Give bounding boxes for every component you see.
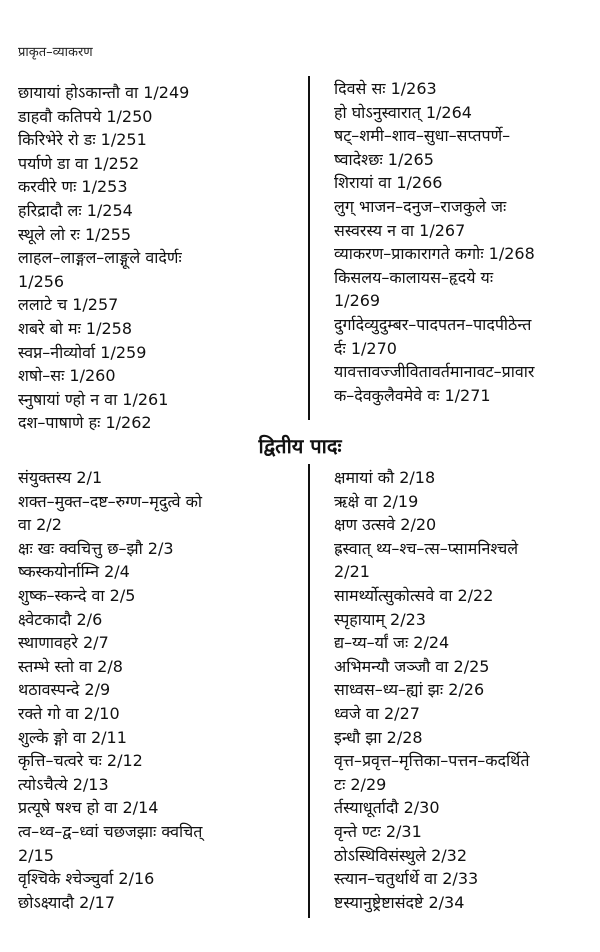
sutra-line: वा 2/2	[18, 515, 62, 535]
sutra-line: ष्वादेश्छः 1/265	[334, 149, 434, 169]
sutra-line: स्पृहायाम् 2/23	[334, 609, 426, 629]
sutra-line: क्षः खः क्वचित्तु छ–झौ 2/3	[18, 538, 174, 558]
sutra-line: टः 2/29	[334, 774, 387, 794]
sutra-line: क्षण उत्सवे 2/20	[334, 515, 437, 535]
column-divider-bottom	[308, 464, 310, 918]
sutra-line: स्त्यान–चतुर्थार्थे वा 2/33	[334, 869, 479, 889]
sutra-line: स्तम्भे स्तो वा 2/8	[18, 656, 123, 676]
sutra-line: शुल्के ङ्गो वा 2/11	[18, 727, 127, 747]
sutra-line: ऋक्षे वा 2/19	[334, 491, 419, 511]
column-divider-top	[308, 76, 310, 420]
sutra-line: सामर्थ्योत्सुकोत्सवे वा 2/22	[334, 585, 494, 605]
sutra-line: अभिमन्यौ जञ्जौ वा 2/25	[334, 656, 490, 676]
sutra-line: शिरायां वा 1/266	[334, 173, 443, 193]
sutra-line: थठावस्पन्दे 2/9	[18, 680, 111, 700]
sutra-line: शुष्क–स्कन्दे वा 2/5	[18, 585, 136, 605]
sutra-line: शबरे बो मः 1/258	[18, 318, 133, 338]
sutra-line: क्षमायां कौ 2/18	[334, 468, 436, 487]
sutra-line: लाहल–लाङ्गल–लाङ्गूले वादेर्णः	[18, 248, 182, 268]
sutra-line: छोऽक्ष्यादौ 2/17	[18, 892, 116, 912]
sutra-line: ष्टस्यानुष्ट्रेष्टासंदष्टे 2/34	[334, 892, 465, 912]
sutra-list-bottom-right	[334, 466, 594, 914]
sutra-line: ललाटे च 1/257	[18, 295, 119, 315]
sutra-line: वृश्चिके श्चेञ्चुर्वा 2/16	[18, 869, 155, 889]
sutra-line: हो घोऽनुस्वारात् 1/264	[334, 102, 472, 122]
sutra-line: द्य–य्य–र्यां जः 2/24	[334, 633, 450, 653]
sutra-line: 2/15	[18, 845, 54, 865]
sutra-line: 1/269	[334, 291, 381, 311]
sutra-line: स्वप्न–नीव्योर्वा 1/259	[18, 342, 147, 362]
sutra-line: ठोऽस्थिविसंस्थुले 2/32	[334, 845, 468, 865]
sutra-line: शषो–सः 1/260	[18, 366, 116, 386]
sutra-line: स्नुषायां ण्हो न वा 1/261	[18, 389, 169, 409]
sutra-line: दिवसे सः 1/263	[334, 79, 437, 98]
sutra-line: 2/21	[334, 562, 370, 582]
sutra-line: यावत्तावज्जीवितावर्तमानावट–प्रावार	[334, 362, 535, 382]
sutra-line: दश–पाषाणे हः 1/262	[18, 413, 152, 433]
sutra-line: वृत्त–प्रवृत्त–मृत्तिका–पत्तन–कदर्थिते	[334, 751, 530, 771]
sutra-line: कृत्ति–चत्वरे चः 2/12	[18, 751, 143, 771]
section-heading: द्वितीय पादः	[258, 434, 342, 458]
sutra-line: र्दः 1/270	[334, 338, 397, 358]
sutra-line: ह्रस्वात् थ्य–श्च–त्स–प्सामनिश्चले	[334, 538, 519, 558]
sutra-line: त्व–थ्व–द्व–ध्वां चछजझाः क्वचित्	[18, 821, 203, 841]
sutra-line: त्योऽचैत्ये 2/13	[18, 774, 109, 794]
running-header: प्राकृत–व्याकरण	[18, 45, 93, 60]
sutra-line: हरिद्रादौ लः 1/254	[18, 200, 133, 220]
sutra-line: क्ष्वेटकादौ 2/6	[18, 609, 103, 629]
sutra-line: व्याकरण–प्राकारागते कगोः 1/268	[334, 244, 535, 264]
sutra-line: प्रत्यूषे षश्च हो वा 2/14	[18, 798, 159, 818]
sutra-list-top-right	[334, 77, 594, 407]
sutra-line: किसलय–कालायस–हृदये यः	[334, 267, 494, 287]
sutra-line: छायायां होऽकान्तौ वा 1/249	[18, 83, 190, 102]
sutra-line: इन्धौ झा 2/28	[334, 727, 423, 747]
sutra-line: ध्वजे वा 2/27	[334, 703, 420, 723]
sutra-line: रक्ते गो वा 2/10	[18, 703, 120, 723]
sutra-line: 1/256	[18, 271, 65, 291]
sutra-line: संयुक्तस्य 2/1	[18, 468, 103, 487]
sutra-line: क–देवकुलैवमेवे वः 1/271	[334, 385, 491, 405]
sutra-line: पर्याणे डा वा 1/252	[18, 153, 140, 173]
sutra-line: डाहवौ कतिपये 1/250	[18, 106, 153, 126]
sutra-line: दुर्गादेव्युदुम्बर–पादपतन–पादपीठेन्त	[334, 314, 532, 334]
sutra-list-bottom-left	[18, 466, 290, 914]
sutra-line: स्थूले लो रः 1/255	[18, 224, 132, 244]
sutra-line: किरिभेरे रो डः 1/251	[18, 130, 147, 150]
sutra-line: लुग् भाजन–दनुज–राजकुले जः	[334, 196, 507, 216]
sutra-list-top-left	[18, 81, 290, 435]
sutra-line: षट्–शमी–शाव–सुधा–सप्तपर्णे–	[334, 126, 511, 146]
sutra-line: वृन्ते ण्टः 2/31	[334, 821, 422, 841]
sutra-line: करवीरे णः 1/253	[18, 177, 128, 197]
sutra-line: सस्वरस्य न वा 1/267	[334, 220, 466, 240]
sutra-line: साध्वस–ध्य–ह्यां झः 2/26	[334, 680, 485, 700]
sutra-line: शक्त–मुक्त–दष्ट–रुग्ण–मृदुत्वे को	[18, 491, 203, 511]
sutra-line: स्थाणावहरे 2/7	[18, 633, 109, 653]
sutra-line: र्तस्याधूर्तादौ 2/30	[334, 798, 440, 818]
sutra-line: ष्कस्कयोर्नाम्नि 2/4	[18, 562, 130, 582]
